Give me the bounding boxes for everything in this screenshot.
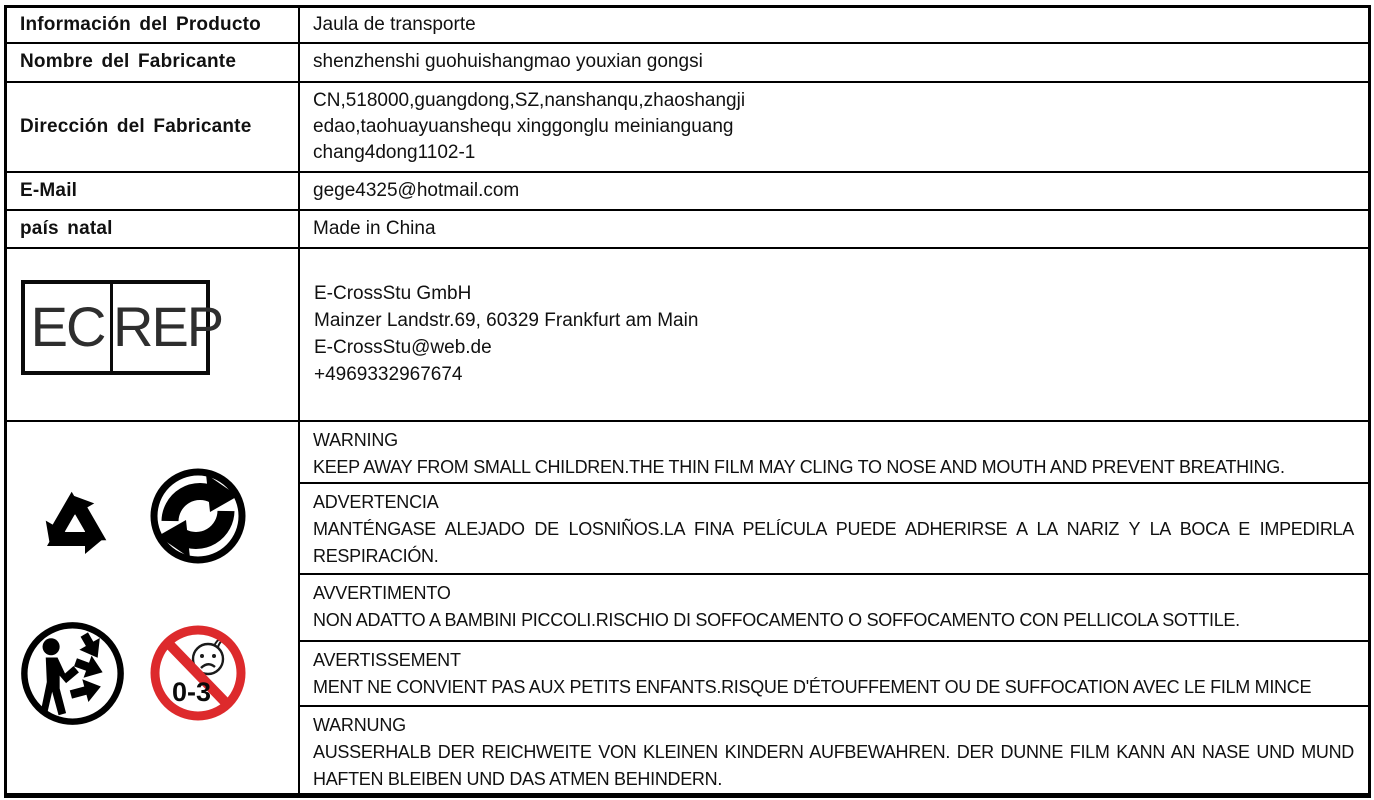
country-label: país natal: [7, 211, 300, 247]
country-value: Made in China: [313, 217, 436, 239]
warning-fr-body: MENT NE CONVIENT PAS AUX PETITS ENFANTS.RISQUE D'ÉTOUFFEMENT OU DE SUFFOCATION AVEC LE FILM MINCE: [313, 677, 1312, 698]
address-line: CN,518000,guangdong,SZ,nanshanqu,zhaoshangji: [313, 89, 746, 111]
warning-en-body: KEEP AWAY FROM SMALL CHILDREN.THE THIN FILM MAY CLING TO NOSE AND MOUTH AND PREVENT BREATHING.: [313, 457, 1285, 478]
email-value: gege4325@hotmail.com: [313, 180, 520, 202]
email-label: E-Mail: [7, 173, 300, 209]
table-row-manufacturer-address: [7, 83, 1368, 174]
table-row-ec-rep: [7, 249, 1368, 422]
warning-en: [300, 422, 1368, 484]
warning-fr-title: AVERTISSEMENT: [313, 650, 461, 671]
ec-rep-symbol-cell: [7, 249, 300, 420]
ec-rep-company: E-CrossStu GmbH: [314, 283, 472, 305]
table-row-country: [7, 211, 1368, 249]
age-0-3-warning-icon: [148, 623, 248, 723]
product-info-table: [4, 5, 1371, 798]
warning-es-title: ADVERTENCIA: [313, 492, 439, 513]
warning-it-body: NON ADATTO A BAMBINI PICCOLI.RISCHIO DI SOFFOCAMENTO O SOFFOCAMENTO CON PELLICOLA SOTTILE.: [313, 610, 1240, 631]
compliance-icons-cell: [7, 422, 300, 793]
ec-rep-email: E-CrossStu@web.de: [314, 337, 492, 359]
ec-rep-phone: +4969332967674: [314, 364, 463, 386]
warning-it: [300, 575, 1368, 642]
recycling-mobius-icon: [25, 462, 125, 576]
warning-en-title: WARNING: [313, 430, 398, 451]
warning-it-title: AVVERTIMENTO: [313, 583, 451, 604]
ec-rep-address: Mainzer Landstr.69, 60329 Frankfurt am Main: [314, 310, 699, 332]
warning-de-title: WARNUNG: [313, 715, 406, 736]
warning-de-body: AUSSERHALB DER REICHWEITE VON KLEINEN KINDERN AUFBEWAHREN. DER DUNNE FILM KANN AN NASE UND MUND HAFTEN BLEIBEN UND DAS ATMEN BEHINDERN.: [313, 742, 1354, 790]
ec-rep-contact-block: [300, 249, 1368, 420]
ec-rep-rep-text: REP: [113, 295, 223, 359]
warning-es-body: MANTÉNGASE ALEJADO DE LOSNIÑOS.LA FINA PELÍCULA PUEDE ADHERIRSE A LA NARIZ Y LA BOCA E IMPEDIRLA RESPIRACIÓN.: [313, 519, 1354, 567]
warnings-list: [300, 422, 1368, 793]
address-line: edao,taohuayuanshequ xinggonglu meinianguang: [313, 115, 734, 137]
product-info-label: Información del Producto: [7, 8, 300, 42]
manufacturer-name-label: Nombre del Fabricante: [7, 44, 300, 81]
ec-rep-ec-text: EC: [25, 284, 113, 371]
warning-es: [300, 484, 1368, 575]
age-range-text: 0-3: [172, 677, 212, 708]
address-line: chang4dong1102-1: [313, 141, 476, 163]
triman-icon: [19, 620, 126, 727]
manufacturer-name-value: shenzhenshi guohuishangmao youxian gongsi: [313, 51, 703, 73]
table-row-manufacturer-name: [7, 44, 1368, 83]
ec-rep-icon: [21, 280, 223, 375]
manufacturer-address-label: Dirección del Fabricante: [7, 83, 300, 172]
table-row-product: [7, 8, 1368, 44]
table-row-warnings: [7, 422, 1368, 793]
warning-fr: [300, 642, 1368, 707]
table-row-email: [7, 173, 1368, 211]
manufacturer-address-value: [300, 83, 1368, 172]
product-info-value: Jaula de transporte: [313, 13, 476, 35]
warning-de: [300, 707, 1368, 793]
green-dot-icon: [148, 466, 248, 566]
